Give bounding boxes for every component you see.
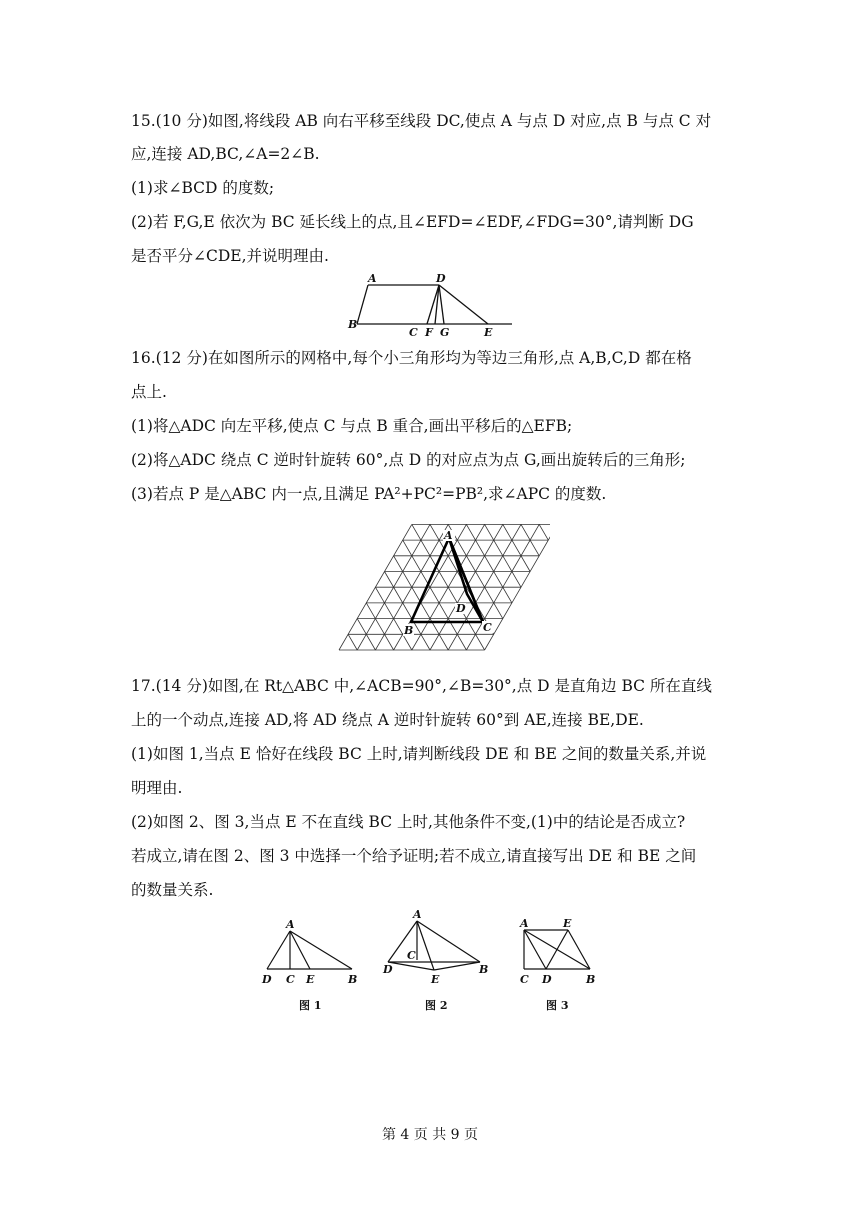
label-A: A — [520, 917, 529, 930]
label-C: C — [409, 326, 418, 339]
label-C: C — [520, 973, 529, 986]
q17-line1: 17.(14 分)如图,在 Rt△ABC 中,∠ACB=90°,∠B=30°,点 D 是直角边 BC 所在直线 — [131, 677, 712, 695]
q15-line1: 15.(10 分)如图,将线段 AB 向右平移至线段 DC,使点 A 与点 D 对应,点 B 与点 C 对 — [131, 112, 712, 130]
q17-part2-line1: (2)如图 2、图 3,当点 E 不在直线 BC 上时,其他条件不变,(1)中的结论是否成立? — [131, 813, 686, 831]
label-B: B — [348, 973, 358, 986]
q15-part1: (1)求∠BCD 的度数; — [131, 179, 275, 197]
q15-line2: 应,连接 AD,BC,∠A=2∠B. — [131, 145, 320, 163]
figure-3-caption: 图 3 — [546, 999, 569, 1012]
q17-figure-2 — [375, 905, 500, 1015]
label-A: A — [368, 272, 377, 285]
label-D: D — [456, 602, 466, 615]
label-B: B — [404, 624, 414, 637]
q17-part2-line3: 的数量关系. — [131, 881, 214, 899]
label-E: E — [306, 973, 315, 986]
q16-part3: (3)若点 P 是△ABC 内一点,且满足 PA²+PC²=PB²,求∠APC 的度数. — [131, 485, 607, 503]
triangle-grid — [339, 524, 550, 650]
label-C: C — [407, 949, 416, 962]
q15-figure — [340, 272, 520, 342]
label-B: B — [479, 963, 489, 976]
q17-figure-3 — [515, 915, 610, 1015]
label-C: C — [483, 621, 492, 634]
q15-part2-line1: (2)若 F,G,E 依次为 BC 延长线上的点,且∠EFD=∠EDF,∠FDG=30°,请判断 DG — [131, 213, 694, 231]
label-E: E — [563, 917, 572, 930]
q15-part2-line2: 是否平分∠CDE,并说明理由. — [131, 247, 329, 265]
label-B: B — [348, 318, 358, 331]
q17-line2: 上的一个动点,连接 AD,将 AD 绕点 A 逆时针旋转 60°到 AE,连接 BE,DE. — [131, 711, 644, 729]
label-E: E — [484, 326, 493, 339]
label-D: D — [542, 973, 552, 986]
label-D: D — [436, 272, 446, 285]
label-C: C — [286, 973, 295, 986]
label-B: B — [586, 973, 596, 986]
label-D: D — [262, 973, 272, 986]
q16-part2: (2)将△ADC 绕点 C 逆时针旋转 60°,点 D 的对应点为点 G,画出旋转后的三角形; — [131, 451, 686, 469]
label-D: D — [383, 963, 393, 976]
segment-AB — [357, 285, 368, 324]
label-A: A — [444, 529, 453, 542]
q16-grid-figure — [310, 510, 550, 652]
label-A: A — [413, 908, 422, 921]
q17-part1-line1: (1)如图 1,当点 E 恰好在线段 BC 上时,请判断线段 DE 和 BE 之间的数量关系,并说 — [131, 745, 707, 763]
segment-DG — [439, 285, 444, 324]
q16-line2: 点上. — [131, 383, 167, 401]
q17-part1-line2: 明理由. — [131, 779, 183, 797]
figure-2-caption: 图 2 — [425, 999, 448, 1012]
label-E: E — [431, 973, 440, 986]
label-G: G — [440, 326, 450, 339]
page-footer: 第 4 页 共 9 页 — [381, 1127, 479, 1143]
label-F: F — [425, 326, 433, 339]
label-A: A — [286, 918, 295, 931]
q17-part2-line2: 若成立,请在图 2、图 3 中选择一个给予证明;若不成立,请直接写出 DE 和 BE 之间 — [131, 847, 697, 865]
figure-1-caption: 图 1 — [299, 999, 322, 1012]
triangle-ABC — [411, 538, 483, 622]
q17-figure-1 — [255, 915, 370, 1015]
q16-line1: 16.(12 分)在如图所示的网格中,每个小三角形均为等边三角形,点 A,B,C,D 都在格 — [131, 349, 692, 367]
segment-DE — [439, 285, 488, 324]
q16-part1: (1)将△ADC 向左平移,使点 C 与点 B 重合,画出平移后的△EFB; — [131, 417, 573, 435]
